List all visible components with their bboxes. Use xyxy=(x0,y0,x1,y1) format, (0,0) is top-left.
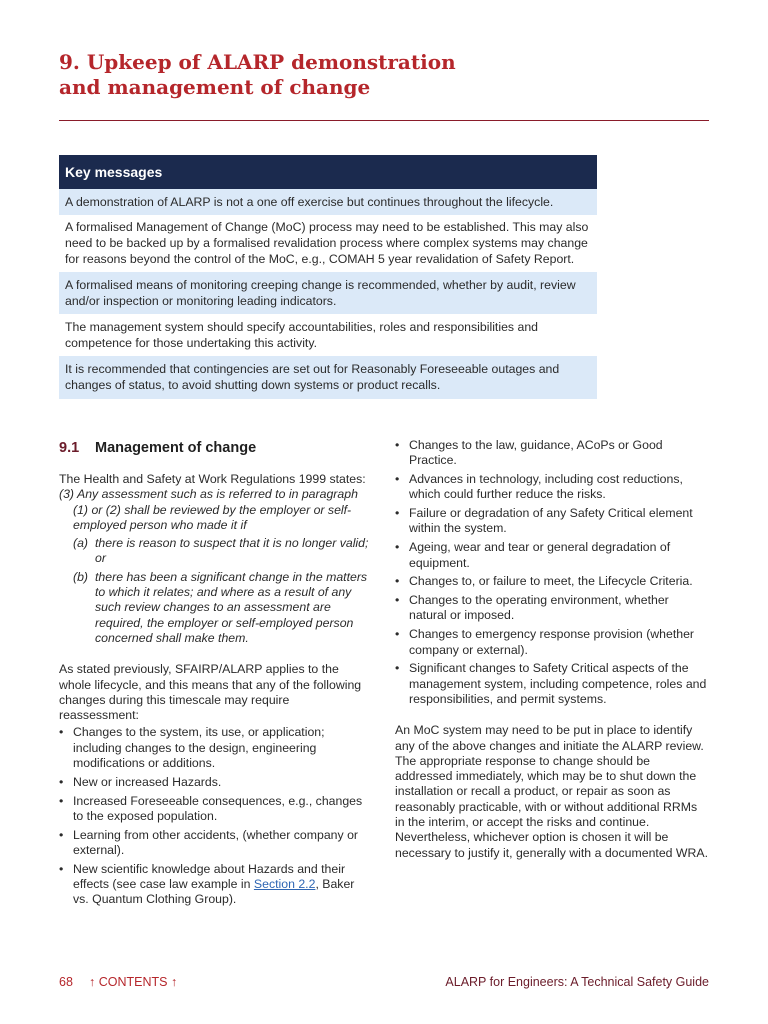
page-title xyxy=(59,50,456,100)
list-item: • Changes to the law, guidance, ACoPs or Good Practice. xyxy=(395,438,709,469)
page-number: 68 xyxy=(59,975,73,989)
list-item: • Changes to the operating environment, whether natural or imposed. xyxy=(395,593,709,624)
list-item: • Significant changes to Safety Critical aspects of the management system, including competence, roles and responsibilities, and permit systems. xyxy=(395,661,709,707)
quote-main: (3) Any assessment such as is referred to in paragraph (1) or (2) shall be reviewed by the employer or self-employed person who made it if xyxy=(59,487,358,532)
change-list-left xyxy=(59,725,371,907)
guide-title: ALARP for Engineers: A Technical Safety Guide xyxy=(445,975,709,989)
page-footer xyxy=(59,975,709,993)
list-item xyxy=(59,862,371,908)
moc-paragraph: An MoC system may need to be put in place to identify any of the above changes and initiate the ALARP review. The appropriate response to change should be addressed immediately, which may be to shut down the installation or recall a product, or repair as soon as reasonably practicable, with or without additional RRMs in the interim, or accept the risks and continue. Nevertheless, whichever option is chosen it will be necessary to justify it, generally with a documented WRA. xyxy=(395,723,709,860)
quote-item-a xyxy=(59,536,371,567)
key-message-row: A formalised Management of Change (MoC) process may need to be established. This may also need to be backed up by a formalised revalidation process where complex systems may change for reasons beyond the control of the MoC, e.g., COMAH 5 year revalidation of Safety Report. xyxy=(65,220,589,266)
key-message-row: The management system should specify accountabilities, roles and responsibilities and competence for those undertaking this activity. xyxy=(65,320,538,350)
left-column xyxy=(59,438,371,911)
contents-link[interactable]: ↑ CONTENTS ↑ xyxy=(89,975,178,989)
key-messages-heading: Key messages xyxy=(59,155,597,189)
section-title: Management of change xyxy=(95,440,257,456)
regulation-quote xyxy=(59,487,371,646)
quote-item-a-label: (a) xyxy=(73,536,89,551)
list-item-text-end: , Baker vs. Quantum Clothing Group). xyxy=(73,877,355,907)
key-message-row: A demonstration of ALARP is not a one off exercise but continues throughout the lifecycle. xyxy=(59,189,597,215)
lifecycle-paragraph: As stated previously, SFAIRP/ALARP applies to the whole lifecycle, and this means that any of the following changes during this timescale may require reassessment: xyxy=(59,662,362,723)
list-item: • Advances in technology, including cost reductions, which could further reduce the risks. xyxy=(395,472,709,503)
title-divider xyxy=(59,120,709,121)
list-item: • Failure or degradation of any Safety Critical element within the system. xyxy=(395,506,709,537)
quote-item-b-label: (b) xyxy=(73,569,89,584)
quote-item-b-text: there has been a significant change in the matters to which it relates; and where as a result of any such review changes to an assessment are required, the employer or self-employed person concerned shall make them. xyxy=(95,569,368,645)
list-item: • Changes to, or failure to meet, the Lifecycle Criteria. xyxy=(395,574,709,589)
section-2-2-link[interactable]: Section 2.2 xyxy=(253,877,316,892)
quote-item-a-text: there is reason to suspect that it is no longer valid; or xyxy=(95,536,369,566)
list-item: • Learning from other accidents, (whether company or external). xyxy=(59,828,371,859)
list-item: • New or increased Hazards. xyxy=(59,775,371,790)
list-item: • Changes to emergency response provision (whether company or external). xyxy=(395,627,709,658)
list-item: • Increased Foreseeable consequences, e.g., changes to the exposed population. xyxy=(59,794,371,825)
key-message-row: A formalised means of monitoring creeping change is recommended, whether by audit, review and/or inspection or monitoring leading indicators. xyxy=(59,272,597,314)
right-column xyxy=(395,438,709,861)
quote-item-b xyxy=(59,570,371,646)
page-title-line-1: 9. Upkeep of ALARP demonstration xyxy=(59,50,456,74)
section-heading xyxy=(59,438,371,458)
list-item: • Changes to the system, its use, or application; including changes to the design, engineering modifications or additions. xyxy=(59,725,371,771)
key-messages-box xyxy=(59,155,597,399)
page-title-line-2: and management of change xyxy=(59,75,371,99)
key-message-row: It is recommended that contingencies are set out for Reasonably Foreseeable outages and changes of status, to avoid shutting down systems or product recalls. xyxy=(59,356,597,399)
regulation-intro: The Health and Safety at Work Regulations 1999 states: xyxy=(59,472,366,486)
list-item: • Ageing, wear and tear or general degradation of equipment. xyxy=(395,540,709,571)
change-list-right xyxy=(395,438,709,707)
list-item-text: New scientific knowledge about Hazards and their effects (see case law example in xyxy=(73,861,346,892)
section-number: 9.1 xyxy=(59,440,80,456)
